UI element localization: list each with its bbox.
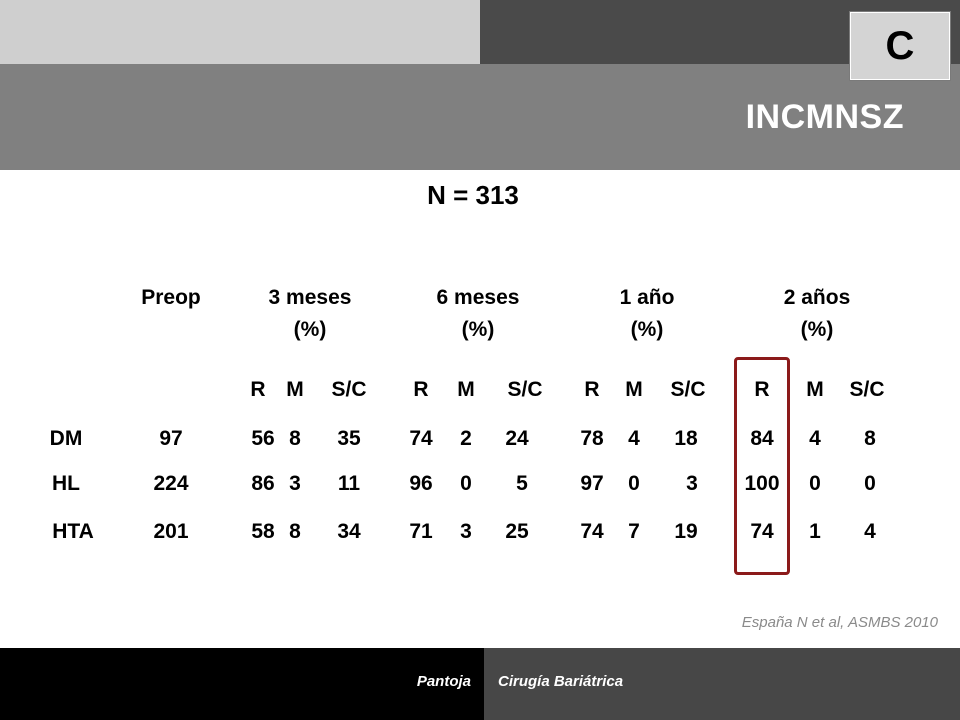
table-cell: 4 — [864, 520, 876, 543]
table-cell: 0 — [628, 472, 640, 495]
subheader-r: R — [584, 378, 600, 401]
table-cell: 19 — [674, 520, 698, 543]
period-header: 6 meses — [436, 286, 520, 309]
table-cell: 0 — [809, 472, 821, 495]
subheader-r: R — [413, 378, 429, 401]
preop-value: 224 — [153, 472, 189, 495]
table-cell: 74 — [580, 520, 604, 543]
footer-band-left — [0, 648, 484, 720]
subheader-m: M — [457, 378, 475, 401]
highlight-box-2-years-r — [734, 357, 790, 575]
table-cell: 78 — [580, 427, 604, 450]
table-cell: 0 — [460, 472, 472, 495]
table-cell: 8 — [289, 520, 301, 543]
citation: España N et al, ASMBS 2010 — [741, 614, 938, 631]
institution-title: INCMNSZ — [745, 98, 904, 136]
table-cell: 100 — [744, 472, 780, 495]
table-cell: 34 — [337, 520, 361, 543]
table-cell: 86 — [251, 472, 275, 495]
table-cell: 5 — [516, 472, 528, 495]
table-cell: 74 — [750, 520, 774, 543]
table-cell: 58 — [251, 520, 275, 543]
table-cell: 3 — [289, 472, 301, 495]
subheader-m: M — [625, 378, 643, 401]
table-cell: 8 — [864, 427, 876, 450]
sample-size-title: N = 313 — [427, 180, 519, 210]
table-cell: 3 — [686, 472, 698, 495]
table-cell: 8 — [289, 427, 301, 450]
subheader-r: R — [250, 378, 266, 401]
table-cell: 4 — [809, 427, 821, 450]
preop-value: 97 — [159, 427, 183, 450]
subheader-m: M — [286, 378, 304, 401]
table-cell: 4 — [628, 427, 640, 450]
table-cell: 25 — [505, 520, 529, 543]
table-cell: 96 — [409, 472, 433, 495]
table-cell: 24 — [505, 427, 529, 450]
subheader-sc: S/C — [849, 378, 885, 401]
subheader-sc: S/C — [507, 378, 543, 401]
table-cell: 71 — [409, 520, 433, 543]
section-letter-box — [850, 12, 950, 80]
period-unit: (%) — [293, 318, 327, 341]
period-unit: (%) — [630, 318, 664, 341]
footer-presenter: Pantoja — [416, 673, 471, 690]
row-label: HTA — [52, 520, 94, 543]
footer-topic: Cirugía Bariátrica — [498, 673, 624, 690]
row-label: DM — [49, 427, 83, 450]
table-cell: 74 — [409, 427, 433, 450]
subheader-sc: S/C — [331, 378, 367, 401]
table-cell: 2 — [460, 427, 472, 450]
header-band-left — [0, 0, 480, 64]
table-cell: 84 — [750, 427, 774, 450]
preop-header: Preop — [141, 286, 201, 309]
period-header: 1 año — [619, 286, 675, 309]
table-cell: 3 — [460, 520, 472, 543]
table-cell: 35 — [337, 427, 361, 450]
table-cell: 11 — [337, 472, 361, 495]
subheader-sc: S/C — [670, 378, 706, 401]
table-cell: 18 — [674, 427, 698, 450]
table-cell: 7 — [628, 520, 640, 543]
table-cell: 56 — [251, 427, 275, 450]
period-header: 2 años — [783, 286, 851, 309]
subheader-r: R — [754, 378, 770, 401]
table-cell: 1 — [809, 520, 821, 543]
section-letter: C — [885, 23, 915, 68]
period-header: 3 meses — [268, 286, 352, 309]
period-unit: (%) — [800, 318, 834, 341]
row-label: HL — [52, 472, 80, 495]
preop-value: 201 — [153, 520, 189, 543]
subheader-m: M — [806, 378, 824, 401]
table-cell: 97 — [580, 472, 604, 495]
table-cell: 0 — [864, 472, 876, 495]
period-unit: (%) — [461, 318, 495, 341]
